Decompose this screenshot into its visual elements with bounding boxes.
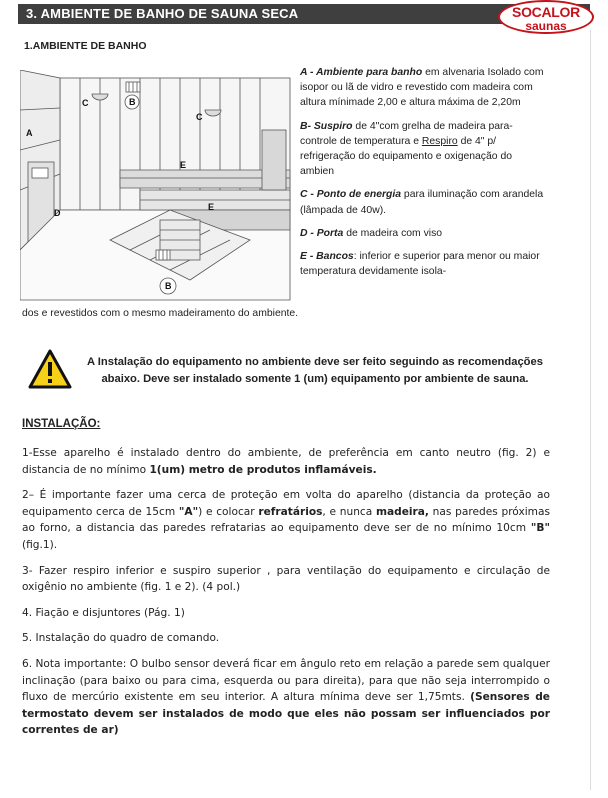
item-6-text: 6. Nota importante: O bulbo sensor deverá ficar em ângulo reto em relação a parede sem qualquer inclinação (para baixo ou para cima, esquerda ou para direita), para que não seja interrompido o fluxo de mercúrio existente em seu interior. A altura mínima deve ser 1,75mts. bbox=[22, 657, 550, 704]
item-6-bold: (Sensores de termostato devem ser instalados de modo que eles não possam ser influenciados por correntes de ar) bbox=[22, 691, 550, 737]
item-2-bold-h: "B" bbox=[530, 522, 550, 535]
legend-e bbox=[300, 249, 546, 279]
legend-continuation: dos e revestidos com o mesmo madeiramento do ambiente. bbox=[22, 308, 299, 319]
figure-label-b-top: B bbox=[129, 97, 136, 107]
figure-label-e-upper: E bbox=[180, 160, 187, 170]
legend-b bbox=[300, 119, 546, 180]
legend-a-head: A - Ambiente para banho bbox=[300, 67, 423, 78]
brand-logo bbox=[498, 0, 594, 34]
legend-e-head: E - Bancos bbox=[300, 251, 354, 263]
item-2-text-g: nas paredes próximas ao forno, a distancia das paredes refratarias ao equipamento deve ser de no mínimo 10cm bbox=[22, 505, 551, 535]
legend-b-text2: de 4" p/ refrigeração do equipamento e oxigenação do ambien bbox=[300, 135, 513, 178]
legend-c-text: para iluminação com arandela (lâmpada de 40w). bbox=[300, 189, 544, 216]
item-2-bold-a: "A" bbox=[178, 505, 199, 518]
legend-d-text: de madeira com viso bbox=[343, 227, 443, 239]
legend-a bbox=[300, 65, 546, 111]
figure-label-b-bottom: B bbox=[165, 281, 172, 291]
legend-d-head: D - Porta bbox=[300, 227, 344, 239]
item-2-text-i: (fig.1). bbox=[22, 538, 58, 551]
logo-bottom-text: saunas bbox=[525, 19, 567, 33]
list-item-4: 4. Fiação e disjuntores (Pág. 1) bbox=[22, 606, 185, 619]
section-title: 1.AMBIENTE DE BANHO bbox=[24, 40, 147, 52]
item-1-bold: 1(um) metro de produtos inflamáveis. bbox=[149, 463, 377, 476]
warning-icon bbox=[28, 349, 72, 389]
legend-e-text: : inferior e superior para menor ou maior temperatura devidamente isola- bbox=[300, 251, 540, 278]
legend-column bbox=[300, 65, 546, 287]
figure-label-a: A bbox=[26, 128, 33, 138]
item-1-text: 1-Esse aparelho é instalado dentro do ambiente, de preferência em canto neutro (fig. 2) e distancia de no mínimo bbox=[22, 447, 550, 476]
page-edge-line bbox=[590, 30, 591, 790]
page-title: 3. AMBIENTE DE BANHO DE SAUNA SECA bbox=[26, 6, 299, 21]
list-item-3: 3- Fazer respiro inferior e suspiro superior , para ventilação do equipamento e circulação de oxigênio no ambiente (fig. 1 e 2). (4 pol.) bbox=[22, 564, 550, 594]
warning-text: A Instalação do equipamento no ambiente deve ser feito seguindo as recomendações abaixo. Deve ser instalado somente 1 (um) equipamento por ambiente de sauna. bbox=[87, 356, 543, 385]
item-2-text-c: ) e colocar bbox=[198, 505, 259, 518]
sauna-diagram bbox=[20, 70, 300, 302]
legend-c-head: C - Ponto de energia bbox=[300, 189, 402, 201]
figure-label-d: D bbox=[54, 208, 61, 218]
legend-a-text: em alvenaria Isolado com isopor ou lã de vidro e revestido com madeira com altura mínimade 2,00 e altura máxima de 2,20m bbox=[300, 67, 544, 109]
list-item-6 bbox=[22, 656, 550, 739]
figure-label-c-right: C bbox=[196, 112, 203, 122]
figure-label-e-lower: E bbox=[208, 202, 215, 212]
item-2-bold-d: refratários bbox=[258, 505, 323, 518]
figure-label-c-left: C bbox=[82, 98, 89, 108]
legend-b-link: Respiro bbox=[421, 135, 458, 147]
list-item-5: 5. Instalação do quadro de comando. bbox=[22, 632, 220, 645]
legend-d bbox=[300, 226, 546, 241]
item-2-bold-f: madeira, bbox=[375, 505, 429, 518]
installation-list bbox=[22, 445, 550, 748]
item-2-text-e: , e nunca bbox=[322, 505, 376, 518]
legend-b-head: B- Suspiro bbox=[300, 120, 353, 132]
legend-b-text: de 4"com grelha de madeira para-controle de temperatura e bbox=[300, 120, 513, 147]
item-2-text-a: 2– É importante fazer uma cerca de proteção em volta do aparelho (distancia da proteção ao equipamento cerca de 15cm bbox=[22, 489, 550, 518]
list-item-2 bbox=[22, 487, 550, 553]
list-item-1 bbox=[22, 445, 550, 478]
logo-top-text: SOCALOR bbox=[512, 4, 580, 20]
installation-heading: INSTALAÇÃO: bbox=[22, 418, 101, 430]
legend-c bbox=[300, 187, 546, 217]
